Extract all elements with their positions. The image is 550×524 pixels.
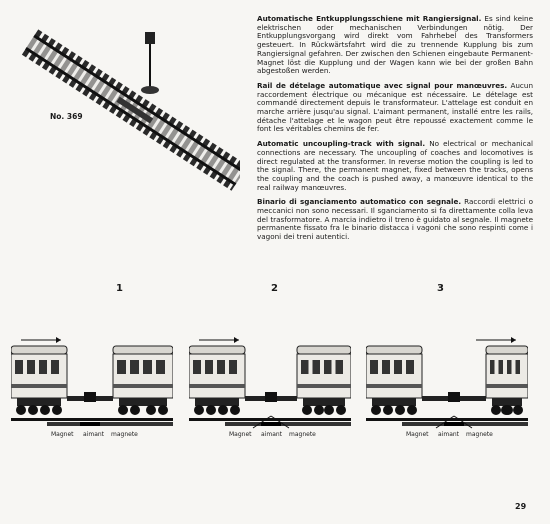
step-number: 3 [437, 283, 444, 294]
magnet-label: aimant [83, 431, 105, 438]
magnet-label: Magnet [229, 431, 252, 438]
magnet-label: magnete [111, 431, 138, 438]
uncoupling-track-illustration [0, 0, 240, 200]
section-fr: Rail de dételage automatique avec signal pour manœuvres. Aucun raccordement électrique ou mécanique est nécessaire. Le dételage est commandé directement depuis le transformateur. L'attelage est conduit en marche arrière jusqu'au signal. L'aimant permanent, installé entre les rails, détache l'attelage et le wagon peut être repoussé exactement comme le font les véritables chemins de fer. [257, 80, 533, 134]
section-de: Automatische Entkupplungsschiene mit Rangiersignal. Es sind keine elektrischen oder mechanischen Verbindungen nötig. Der Entkupplungsvorgang wird direkt vom Fahrhebel des Transformers gesteuert. In Rückwärtsfahrt wird die zu trennende Kupplung bis zum Rangiersignal gefahren. Der zwischen den Schienen eingebaute Permanent-Magnet löst die Kupplung und der Wagen kann wie bei der großen Bahn abgestoßen werden. [257, 14, 533, 76]
step-3-diagram [366, 336, 528, 444]
magnet-label: Magnet [51, 431, 74, 438]
magnet-label: Magnet [406, 431, 429, 438]
magnet-label: aimant [261, 431, 283, 438]
page-number: 29 [515, 502, 527, 511]
description-text [257, 15, 533, 248]
step-number: 1 [116, 283, 123, 294]
step-2-diagram [189, 336, 351, 444]
magnet-label: magnete [466, 431, 493, 438]
section-en: Automatic uncoupling-track with signal. No electrical or mechanical connections are necessary. The uncoupling of coaches and locomotives is direct regulated at the transformer. In reverse motion the coupling is led to the signal. There, the permanent magnet, fixed between the tracks, opens the coupling and the coach is pushed away, a manœuvre identical to the real railway manœuvres. [257, 139, 533, 192]
section-it: Binario di sganciamento automatico con segnale. Raccordi elettrici o meccanici non sono necessari. Il sganciamento si fa direttamente colla leva del trasformatore. A marcia indietro il treno è guidato al segnale. Il magnete permanente fissato fra le binario distacca i vagoni che sono respinti come i vagoni dei treni autentici. [257, 197, 533, 242]
shunting-signal-icon [141, 32, 159, 94]
step-1-diagram [11, 336, 173, 444]
magnet-label: magnete [289, 431, 316, 438]
product-number: No. 369 [50, 112, 83, 121]
step-number: 2 [271, 283, 278, 294]
magnet-label: aimant [438, 431, 460, 438]
